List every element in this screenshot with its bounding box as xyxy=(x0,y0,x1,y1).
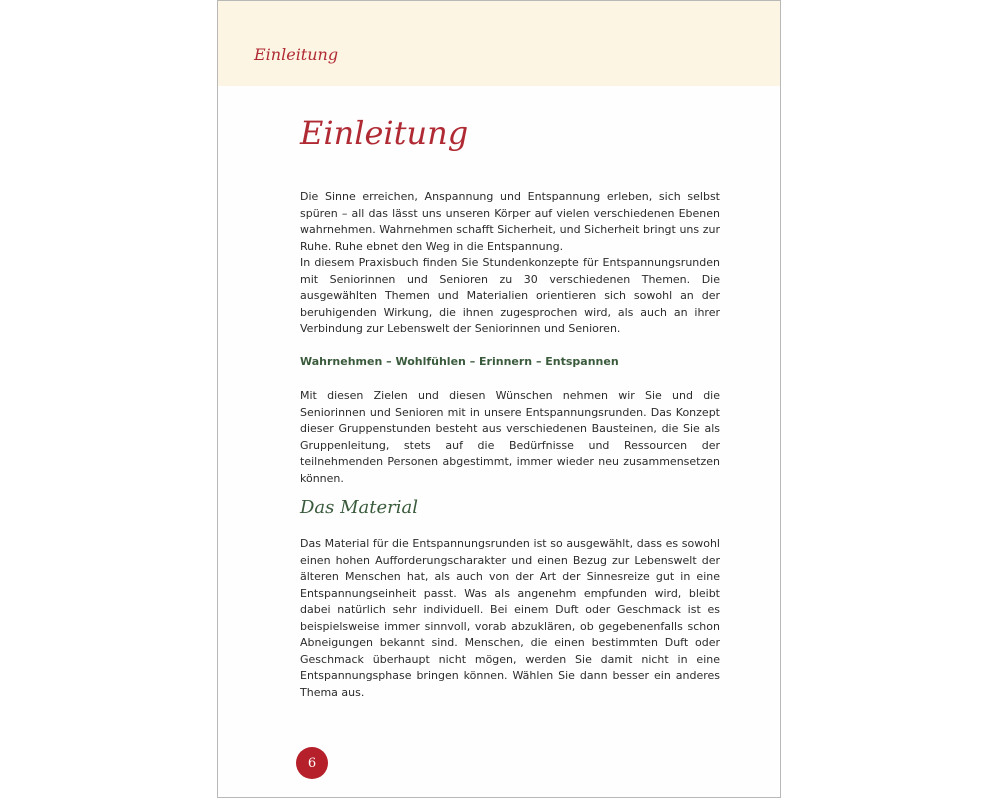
section-paragraph: Das Material für die Entspannungsrunden ist so ausgewählt, dass es sowohl einen hohen Aufforderungscharakter und einen Bezug zur Lebenswelt der älteren Menschen hat, als auch von der Art der Sinnesreize gut in eine Entspannungseinheit passt. Was als angenehm empfunden wird, bleibt dabei natürlich sehr individuell. Bei einem Duft oder Geschmack ist es beispielsweise immer sinnvoll, vorab abzuklären, ob gegebenenfalls schon Abneigungen bekannt sind. Menschen, die einen bestimmten Duft oder Geschmack überhaupt nicht mögen, werden Sie damit nicht in eine Entspannungsphase bringen können. Wählen Sie dann besser ein anderes Thema aus. xyxy=(300,537,720,699)
running-head: Einleitung xyxy=(254,45,339,64)
book-page xyxy=(217,0,781,798)
intro-paragraph-1: Die Sinne erreichen, Anspannung und Entspannung erleben, sich selbst spüren – all das lässt uns unseren Körper auf vielen verschiedenen Ebenen wahrnehmen. Wahrnehmen schafft Sicherheit, und Sicherheit bringt uns zur Ruhe. Ruhe ebnet den Weg in die Entspannung. xyxy=(300,190,720,253)
page-header-band xyxy=(218,1,780,86)
page-number: 6 xyxy=(307,755,317,771)
page-title: Einleitung xyxy=(300,114,469,152)
page-number-badge xyxy=(296,747,328,779)
section-heading: Das Material xyxy=(300,497,419,518)
intro-paragraph-2: In diesem Praxisbuch finden Sie Stundenkonzepte für Entspannungsrunden mit Seniorinnen und Senioren zu 30 verschiedenen Themen. Die ausgewählten Themen und Materialien orientieren sich sowohl an der beruhigenden Wirkung, die ihnen zugesprochen wird, als auch an ihrer Verbindung zur Lebenswelt der Seniorinnen und Senioren. xyxy=(300,256,720,335)
intro-paragraph-3: Mit diesen Zielen und diesen Wünschen nehmen wir Sie und die Seniorinnen und Senioren mit in unsere Entspannungsrunden. Das Konzept dieser Gruppenstunden besteht aus verschiedenen Bausteinen, die Sie als Gruppenleitung, stets auf die Bedürfnisse und Ressourcen der teilnehmenden Personen abgestimmt, immer wieder neu zusammensetzen können. xyxy=(300,389,720,485)
tagline: Wahrnehmen – Wohlfühlen – Erinnern – Entspannen xyxy=(300,355,619,368)
